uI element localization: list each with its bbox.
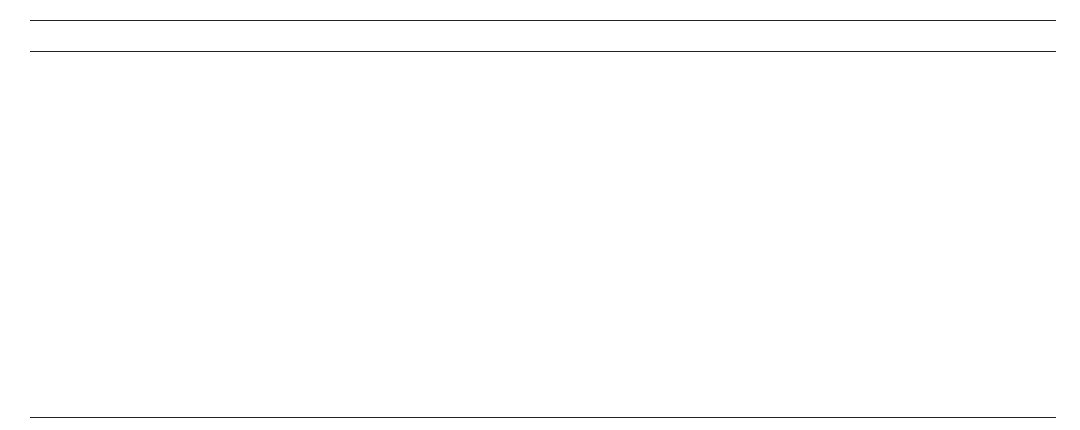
table-bottom-rule bbox=[30, 417, 1056, 418]
table-top-rule bbox=[30, 20, 1056, 21]
table-header-rule bbox=[30, 51, 1056, 52]
